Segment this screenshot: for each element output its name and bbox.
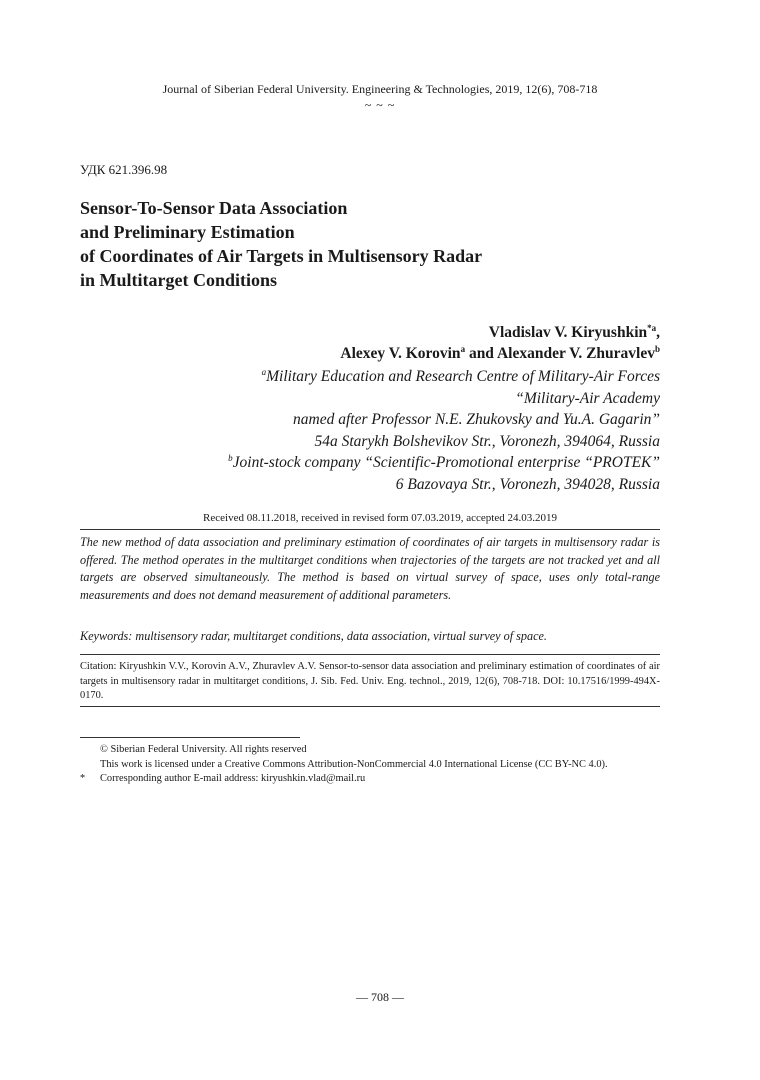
footnote-mark: *	[80, 773, 86, 784]
author-sup: a	[460, 344, 466, 354]
affiliation-line	[228, 452, 660, 474]
title-line: in Multitarget Conditions	[80, 270, 278, 290]
footnote-divider	[80, 737, 300, 738]
affiliation-line	[228, 366, 660, 388]
page-number: — 708 —	[356, 990, 404, 1004]
divider	[80, 706, 660, 707]
author-block	[340, 322, 660, 364]
footnote-corresponding	[80, 772, 680, 787]
footnote-copyright	[80, 743, 680, 758]
affiliation-line: “Military-Air Academy	[515, 389, 660, 407]
title-line: Sensor-To-Sensor Data Association	[80, 198, 348, 218]
title-line: and Preliminary Estimation	[80, 222, 295, 242]
copyright-text: © Siberian Federal University. All rights reserved	[100, 744, 307, 755]
corresponding-email: Corresponding author E-mail address: kiryushkin.vlad@mail.ru	[100, 773, 366, 784]
author-name: and Alexander V. Zhuravlev	[465, 345, 655, 362]
author-separator: ,	[656, 324, 660, 341]
received-dates: Received 08.11.2018, received in revised form 07.03.2019, accepted 24.03.2019	[203, 512, 557, 524]
affiliation-text: Joint-stock company “Scientific-Promotional enterprise “PROTEK”	[232, 454, 660, 471]
footnotes	[80, 743, 680, 787]
author-line-2	[340, 343, 660, 364]
author-name: Vladislav V. Kiryushkin	[488, 324, 648, 341]
journal-header: Journal of Siberian Federal University. Engineering & Technologies, 2019, 12(6), 708-718	[162, 82, 598, 96]
abstract: The new method of data association and preliminary estimation of coordinates of air targets in multisensory radar is offered. The method operates in the multitarget conditions when trajectories of the targets are not tracked yet and all targets are observed simultaneously. The method is based on virtual survey of space, uses only total-range measurements and does not demand measurement of additional parameters.	[80, 535, 660, 602]
affiliation-sup: a	[261, 367, 267, 377]
divider	[80, 529, 660, 530]
keywords: Keywords: multisensory radar, multitarget conditions, data association, virtual survey of space.	[80, 629, 547, 643]
citation: Citation: Kiryushkin V.V., Korovin A.V., Zhuravlev A.V. Sensor-to-sensor data association and preliminary estimation of coordinates of air targets in multisensory radar in multitarget conditions, J. Sib. Fed. Univ. Eng. technol., 2019, 12(6), 708-718. DOI: 10.17516/1999-494X-0170.	[80, 661, 660, 701]
title-line: of Coordinates of Air Targets in Multisensory Radar	[80, 246, 483, 266]
author-name: Alexey V. Korovin	[340, 345, 461, 362]
udc-code: УДК 621.396.98	[80, 162, 168, 177]
author-line-1	[340, 322, 660, 343]
affiliation-text: Military Education and Research Centre of Military-Air Forces	[266, 368, 660, 385]
affiliation-line: 54a Starykh Bolshevikov Str., Voronezh, 394064, Russia	[314, 432, 660, 450]
footnote-license	[80, 758, 680, 773]
paper-title	[80, 196, 600, 292]
author-sup: *a	[647, 323, 657, 333]
affiliation-line: 6 Bazovaya Str., Voronezh, 394028, Russia	[395, 475, 660, 493]
affiliations	[228, 366, 660, 495]
header-separator: ~ ~ ~	[364, 98, 396, 112]
affiliation-sup: b	[228, 453, 233, 463]
affiliation-line: named after Professor N.E. Zhukovsky and Yu.A. Gagarin”	[293, 411, 660, 428]
license-text: This work is licensed under a Creative Commons Attribution-NonCommercial 4.0 International License (CC BY-NC 4.0).	[100, 758, 608, 770]
author-sup: b	[654, 344, 660, 354]
divider	[80, 654, 660, 655]
